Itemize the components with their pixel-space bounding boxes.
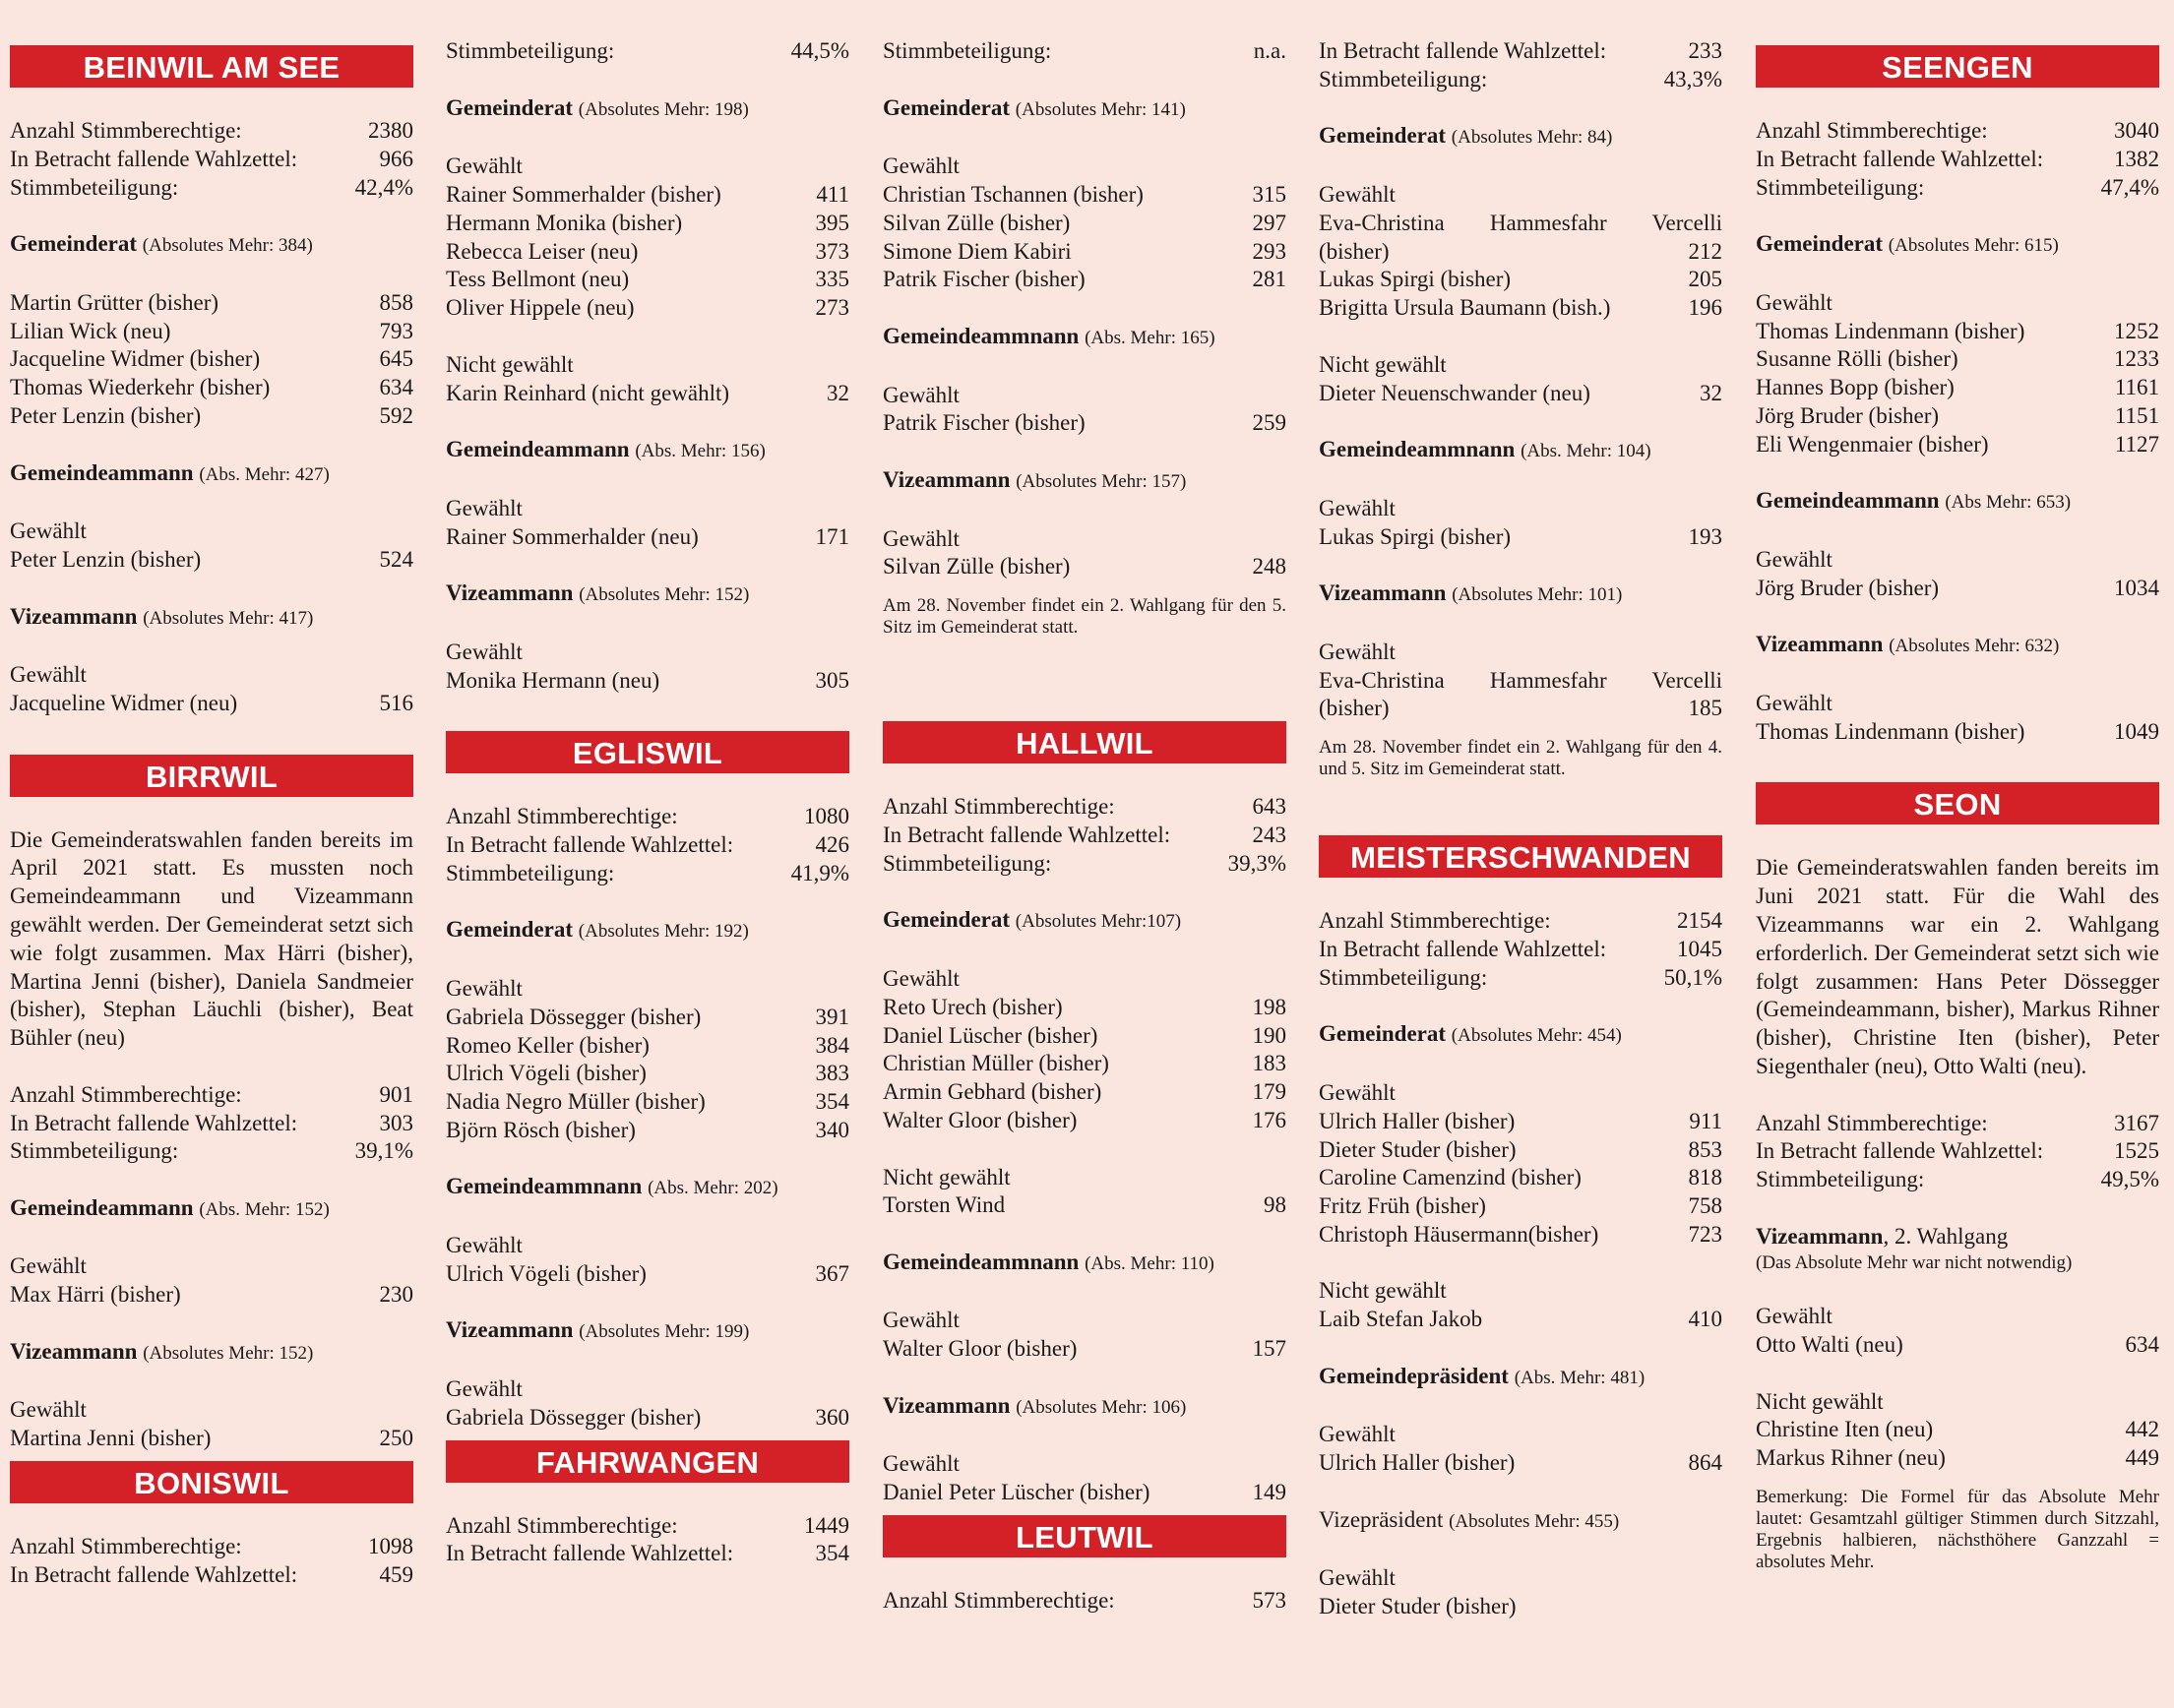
stat-row: In Betracht fallende Wahlzettel: 303 [10,1110,413,1135]
stat-row: Stimmbeteiligung: 39,1% [10,1138,413,1164]
gewaehlt-label: Gewählt [1319,1422,1396,1447]
candidate-row: Jörg Bruder (bisher) 1034 [1756,575,2159,600]
gewaehlt-label: Gewählt [10,518,87,544]
candidate-row: Björn Rösch (bisher) 340 [446,1117,849,1142]
candidate-row: Martina Jenni (bisher) 250 [10,1426,413,1451]
seon-intro: Die Gemeinderatswahlen fanden bereits im Juni 2021 statt. Für die Wahl des Vizeammanns war ein 2. Wahlgang erforderlich. Der Gemeinderat setzt sich wie folgt zusammen: Hans Peter Dössegger (Gemeindeammann, bisher), Markus Rihner (bisher), Christine Iten (bisher), Peter Siegenthaler (neu), Otto Walti (neu). [1756,855,2159,1078]
stat-row: Anzahl Stimmberechtige: 3167 [1756,1110,2159,1135]
candidate-row: Dieter Neuenschwander (neu) 32 [1319,380,1722,405]
candidate-row: Ulrich Haller (bisher) 864 [1319,1450,1722,1476]
stat-row: In Betracht fallende Wahlzettel: 426 [446,831,849,857]
candidate-row: Silvan Zülle (bisher) 297 [883,210,1286,235]
candidate-row: Dieter Studer (bisher) 853 [1319,1136,1722,1162]
candidate-row: Peter Lenzin (bisher) 592 [10,402,413,428]
gewaehlt-label: Gewählt [10,1397,87,1423]
stat-row: In Betracht fallende Wahlzettel: 1045 [1319,936,1722,961]
candidate-row: Eli Wengenmaier (bisher) 1127 [1756,431,2159,457]
candidate-row: Thomas Wiederkehr (bisher) 634 [10,375,413,400]
gewaehlt-label: Gewählt [1756,1304,1832,1329]
candidate-row: Patrik Fischer (bisher) 281 [883,267,1286,292]
stat-row: Anzahl Stimmberechtige: 901 [10,1081,413,1107]
seon-header: SEON [1756,782,2159,824]
section-heading: Gemeindepräsident (Abs. Mehr: 481) [1319,1363,1646,1388]
gewaehlt-label: Gewählt [1319,639,1396,664]
stat-row: In Betracht fallende Wahlzettel: 233 [1319,38,1722,63]
candidate-row: Christian Müller (bisher) 183 [883,1051,1286,1076]
section-heading: Gemeindeammann (Abs. Mehr: 156) [446,437,766,462]
section-heading: Vizeammann (Absolutes Mehr: 152) [10,1338,314,1364]
candidate-row: Rainer Sommerhalder (neu) 171 [446,523,849,549]
stat-row: In Betracht fallende Wahlzettel: 1525 [1756,1138,2159,1164]
section-heading: Gemeindeammnann (Abs. Mehr: 104) [1319,437,1651,462]
gewaehlt-label: Gewählt [883,965,960,991]
candidate-row: Gabriela Dössegger (bisher) 360 [446,1404,849,1430]
candidate-row: Otto Walti (neu) 634 [1756,1332,2159,1358]
candidate-row: Armin Gebhard (bisher) 179 [883,1079,1286,1105]
candidate-row: Jacqueline Widmer (neu) 516 [10,690,413,715]
section-heading: Gemeinderat (Absolutes Mehr: 384) [10,231,313,257]
stat-row: In Betracht fallende Wahlzettel: 354 [446,1541,849,1566]
birrwil-intro: Die Gemeinderatswahlen fanden bereits im April 2021 statt. Es mussten noch Gemeindeammann und Vizeammann gewählt werden. Der Gemeinderat setzt sich wie folgt zusammen. Max Härri (bisher), Martina Jenni (bisher), Daniela Sandmeier (bisher), Stephan Läuchli (bisher), Beat Bühler (neu) [10,826,413,1051]
stat-row: Anzahl Stimmberechtige: 1080 [446,804,849,829]
section-heading: Vizeammann (Absolutes Mehr: 417) [10,603,314,629]
gewaehlt-label: Gewählt [10,662,87,688]
candidate-name-line: Eva-Christina Hammesfahr Vercelli [1319,667,1722,693]
candidate-row: Torsten Wind 98 [883,1192,1286,1218]
gewaehlt-label: Gewählt [883,525,960,551]
fahrwangen-header: FAHRWANGEN [446,1440,849,1483]
candidate-row: Fritz Früh (bisher) 758 [1319,1193,1722,1219]
section-heading: Gemeinderat (Absolutes Mehr: 84) [1319,123,1613,149]
gewaehlt-label: Gewählt [446,1233,523,1258]
gewaehlt-label: Gewählt [446,1376,523,1402]
candidate-row: Caroline Camenzind (bisher) 818 [1319,1165,1722,1190]
candidate-row: Walter Gloor (bisher) 157 [883,1336,1286,1362]
stat-row: Stimmbeteiligung: 44,5% [446,38,849,63]
candidate-row: Rebecca Leiser (neu) 373 [446,238,849,264]
section-heading: Vizeammann (Absolutes Mehr: 152) [446,580,750,606]
birrwil-header: BIRRWIL [10,755,413,797]
column-4 [1319,37,1722,1621]
candidate-row: Simone Diem Kabiri 293 [883,238,1286,264]
stat-row: Anzahl Stimmberechtige: 573 [883,1588,1286,1614]
seengen-header: SEENGEN [1756,45,2159,88]
candidate-row: Ulrich Vögeli (bisher) 367 [446,1260,849,1286]
section-heading: Gemeinderat (Absolutes Mehr: 615) [1756,231,2059,257]
stat-row: Stimmbeteiligung: 41,9% [446,860,849,885]
stat-row: Stimmbeteiligung: 50,1% [1319,964,1722,990]
candidate-row: Walter Gloor (bisher) 176 [883,1107,1286,1132]
section-heading: Gemeinderat (Absolutes Mehr: 454) [1319,1021,1622,1047]
stat-row: In Betracht fallende Wahlzettel: 243 [883,822,1286,847]
hallwil-header: HALLWIL [883,721,1286,763]
gewaehlt-label: Gewählt [1756,690,1832,715]
nicht-gewaehlt-label: Nicht gewählt [1319,351,1447,377]
fahrwangen-note: Am 28. November findet ein 2. Wahlgang für den 5. Sitz im Gemeinderat statt. [883,595,1286,639]
candidate-row: Romeo Keller (bisher) 384 [446,1032,849,1058]
section-heading: Gemeinderat (Absolutes Mehr:107) [883,907,1182,933]
stat-row: Stimmbeteiligung: 49,5% [1756,1167,2159,1192]
stat-row: Anzahl Stimmberechtige: 1098 [10,1534,413,1559]
gewaehlt-label: Gewählt [1319,495,1396,520]
section-heading: Vizepräsident (Absolutes Mehr: 455) [1319,1506,1620,1532]
leutwil-header: LEUTWIL [883,1515,1286,1557]
candidate-row: Tess Bellmont (neu) 335 [446,267,849,292]
candidate-row: Dieter Studer (bisher) [1319,1594,1517,1619]
stat-row: In Betracht fallende Wahlzettel: 1382 [1756,146,2159,171]
candidate-name-line: Eva-Christina Hammesfahr Vercelli [1319,210,1722,235]
candidate-row: Daniel Lüscher (bisher) 190 [883,1022,1286,1048]
candidate-row: (bisher) 185 [1319,696,1722,721]
candidate-row: Christian Tschannen (bisher) 315 [883,181,1286,207]
candidate-row: Ulrich Haller (bisher) 911 [1319,1108,1722,1133]
candidate-row: Jörg Bruder (bisher) 1151 [1756,402,2159,428]
section-subheading: (Das Absolute Mehr war nicht notwendig) [1756,1252,2073,1274]
stat-row: Stimmbeteiligung: 42,4% [10,174,413,200]
nicht-gewaehlt-label: Nicht gewählt [1756,1388,1884,1414]
stat-row: Stimmbeteiligung: n.a. [883,38,1286,63]
gewaehlt-label: Gewählt [1319,181,1396,207]
candidate-row: Daniel Peter Lüscher (bisher) 149 [883,1480,1286,1505]
candidate-row: Thomas Lindenmann (bisher) 1049 [1756,718,2159,744]
column-3 [883,37,1286,1616]
section-heading: Gemeindeammnann (Abs. Mehr: 110) [883,1249,1214,1274]
candidate-row: Laib Stefan Jakob 410 [1319,1307,1722,1332]
section-heading: Vizeammann (Absolutes Mehr: 632) [1756,632,2060,657]
candidate-row: Brigitta Ursula Baumann (bish.) 196 [1319,295,1722,321]
candidate-row: Nadia Negro Müller (bisher) 354 [446,1089,849,1115]
candidate-row: Hermann Monika (bisher) 395 [446,210,849,235]
gewaehlt-label: Gewählt [446,495,523,520]
candidate-row: (bisher) 212 [1319,238,1722,264]
gewaehlt-label: Gewählt [1319,1079,1396,1105]
section-heading: Gemeinderat (Absolutes Mehr: 192) [446,917,749,943]
candidate-row: Peter Lenzin (bisher) 524 [10,546,413,572]
candidate-row: Patrik Fischer (bisher) 259 [883,410,1286,436]
stat-row: Stimmbeteiligung: 43,3% [1319,66,1722,92]
stat-row: Anzahl Stimmberechtige: 3040 [1756,118,2159,143]
candidate-row: Christine Iten (neu) 442 [1756,1417,2159,1442]
beinwil-header: BEINWIL AM SEE [10,45,413,88]
candidate-row: Jacqueline Widmer (bisher) 645 [10,346,413,372]
gewaehlt-label: Gewählt [10,1253,87,1279]
section-heading: Vizeammann (Absolutes Mehr: 157) [883,466,1187,492]
candidate-row: Hannes Bopp (bisher) 1161 [1756,375,2159,400]
candidate-row: Lukas Spirgi (bisher) 193 [1319,523,1722,549]
section-heading: Gemeindeammann (Abs Mehr: 653) [1756,488,2072,514]
stat-row: Anzahl Stimmberechtige: 2154 [1319,908,1722,934]
candidate-row: Monika Hermann (neu) 305 [446,667,849,693]
nicht-gewaehlt-label: Nicht gewählt [446,351,574,377]
gewaehlt-label: Gewählt [883,153,960,179]
candidate-row: Martin Grütter (bisher) 858 [10,289,413,315]
section-heading: Gemeindeammnann (Abs. Mehr: 165) [883,323,1215,348]
gewaehlt-label: Gewählt [446,975,523,1001]
candidate-row: Max Härri (bisher) 230 [10,1282,413,1308]
gewaehlt-label: Gewählt [883,1308,960,1333]
candidate-row: Markus Rihner (neu) 449 [1756,1445,2159,1471]
candidate-row: Susanne Rölli (bisher) 1233 [1756,346,2159,372]
stat-row: Stimmbeteiligung: 47,4% [1756,174,2159,200]
boniswil-header: BONISWIL [10,1461,413,1503]
gewaehlt-label: Gewählt [1319,1565,1396,1591]
gewaehlt-label: Gewählt [446,639,523,664]
section-heading: Gemeindeammann (Abs. Mehr: 152) [10,1194,330,1220]
column-5 [1756,37,2159,1573]
gewaehlt-label: Gewählt [1756,289,1832,315]
section-heading: Vizeammann (Absolutes Mehr: 106) [883,1392,1187,1418]
stat-row: Anzahl Stimmberechtige: 1449 [446,1512,849,1538]
nicht-gewaehlt-label: Nicht gewählt [883,1164,1011,1190]
stat-row: Anzahl Stimmberechtige: 643 [883,794,1286,820]
section-heading: Gemeinderat (Absolutes Mehr: 141) [883,94,1186,120]
section-heading: Gemeindeammnann (Abs. Mehr: 202) [446,1174,778,1199]
stat-row: In Betracht fallende Wahlzettel: 459 [10,1561,413,1587]
meisterschwanden-header: MEISTERSCHWANDEN [1319,835,1722,878]
section-heading: Vizeammann (Absolutes Mehr: 199) [446,1317,750,1343]
section-heading: Vizeammann, 2. Wahlgang [1756,1223,2009,1249]
nicht-gewaehlt-label: Nicht gewählt [1319,1278,1447,1304]
egliswil-header: EGLISWIL [446,731,849,773]
candidate-row: Rainer Sommerhalder (bisher) 411 [446,181,849,207]
gewaehlt-label: Gewählt [1756,546,1832,572]
candidate-row: Lilian Wick (neu) 793 [10,318,413,343]
section-heading: Gemeindeammann (Abs. Mehr: 427) [10,459,330,485]
stat-row: In Betracht fallende Wahlzettel: 966 [10,146,413,171]
column-2 [446,37,849,1568]
gewaehlt-label: Gewählt [883,382,960,407]
candidate-row: Christoph Häusermann(bisher) 723 [1319,1221,1722,1247]
leutwil-note: Am 28. November findet ein 2. Wahlgang für den 4. und 5. Sitz im Gemeinderat statt. [1319,737,1722,780]
candidate-row: Silvan Zülle (bisher) 248 [883,554,1286,580]
section-heading: Vizeammann (Absolutes Mehr: 101) [1319,580,1623,606]
candidate-row: Oliver Hippele (neu) 273 [446,295,849,321]
candidate-row: Ulrich Vögeli (bisher) 383 [446,1061,849,1086]
candidate-row: Gabriela Dössegger (bisher) 391 [446,1004,849,1029]
absolute-mehr-remark: Bemerkung: Die Formel für das Absolute Mehr lautet: Gesamtzahl gültiger Stimmen durch Sitzzahl, Ergebnis halbieren, nächsthöhere Ganzzahl = absolutes Mehr. [1756,1487,2159,1573]
candidate-row: Lukas Spirgi (bisher) 205 [1319,267,1722,292]
section-heading: Gemeinderat (Absolutes Mehr: 198) [446,94,749,120]
column-1 [10,37,413,1590]
stat-row: Stimmbeteiligung: 39,3% [883,850,1286,876]
gewaehlt-label: Gewählt [446,153,523,179]
candidate-row: Karin Reinhard (nicht gewählt) 32 [446,380,849,405]
candidate-row: Reto Urech (bisher) 198 [883,994,1286,1019]
candidate-row: Thomas Lindenmann (bisher) 1252 [1756,318,2159,343]
stat-row: Anzahl Stimmberechtige: 2380 [10,118,413,143]
gewaehlt-label: Gewählt [883,1451,960,1477]
